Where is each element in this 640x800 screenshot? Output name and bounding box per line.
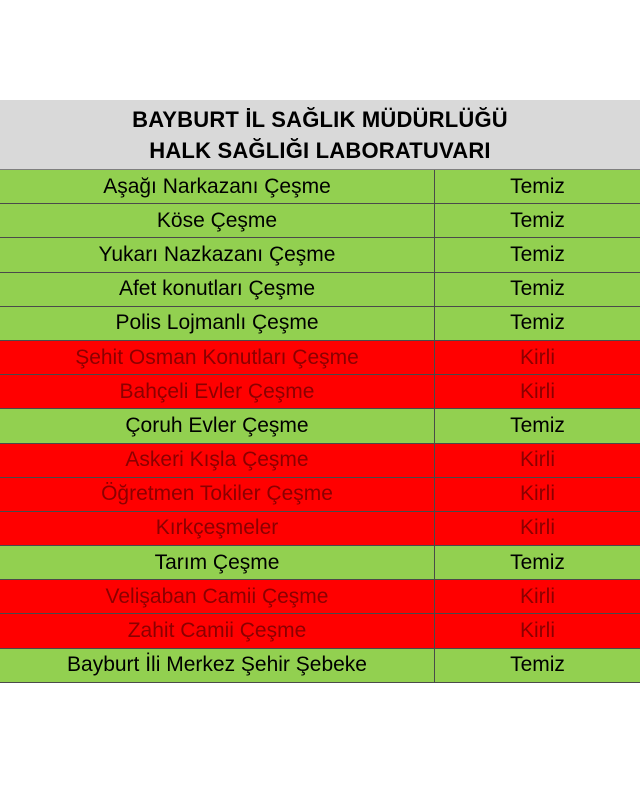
table-row [0, 375, 640, 409]
fountain-name: Aşağı Narkazanı Çeşme [0, 170, 435, 203]
table-row [0, 444, 640, 478]
table-row [0, 580, 640, 614]
water-status: Temiz [510, 174, 565, 198]
water-status: Kirli [520, 345, 555, 369]
header-title: BAYBURT İL SAĞLIK MÜDÜRLÜĞÜ [132, 106, 508, 132]
water-status: Temiz [510, 208, 565, 232]
water-status: Kirli [520, 379, 555, 403]
fountain-name: Tarım Çeşme [0, 546, 435, 579]
table-row [0, 614, 640, 648]
table-row [0, 546, 640, 580]
fountain-name: Köse Çeşme [0, 204, 435, 237]
water-status: Kirli [520, 448, 555, 472]
header-subtitle: HALK SAĞLIĞI LABORATUVARI [149, 137, 491, 163]
fountain-name: Yukarı Nazkazanı Çeşme [0, 238, 435, 271]
water-status: Temiz [510, 242, 565, 266]
water-status: Kirli [520, 516, 555, 540]
water-status: Temiz [510, 550, 565, 574]
water-status: Temiz [510, 277, 565, 301]
fountain-name: Velişaban Camii Çeşme [0, 580, 435, 613]
fountain-name: Afet konutları Çeşme [0, 273, 435, 306]
table-row [0, 512, 640, 546]
fountain-name: Öğretmen Tokiler Çeşme [0, 478, 435, 511]
table-body [0, 170, 640, 683]
table-row [0, 170, 640, 204]
fountain-name: Çoruh Evler Çeşme [0, 409, 435, 442]
fountain-name: Zahit Camii Çeşme [0, 614, 435, 647]
table-row [0, 204, 640, 238]
fountain-name: Kırkçeşmeler [0, 512, 435, 545]
table-row [0, 273, 640, 307]
water-status: Temiz [510, 653, 565, 677]
fountain-name: Bahçeli Evler Çeşme [0, 375, 435, 408]
water-status: Temiz [510, 413, 565, 437]
table-row [0, 478, 640, 512]
results-table [0, 100, 640, 683]
table-row [0, 341, 640, 375]
fountain-name: Şehit Osman Konutları Çeşme [0, 341, 435, 374]
fountain-name: Askeri Kışla Çeşme [0, 444, 435, 477]
table-row [0, 238, 640, 272]
table-row [0, 409, 640, 443]
water-status: Kirli [520, 584, 555, 608]
table-header [0, 100, 640, 170]
water-status: Temiz [510, 311, 565, 335]
fountain-name: Bayburt İli Merkez Şehir Şebeke [0, 649, 435, 682]
table-row [0, 649, 640, 683]
water-status: Kirli [520, 619, 555, 643]
fountain-name: Polis Lojmanlı Çeşme [0, 307, 435, 340]
table-row [0, 307, 640, 341]
water-status: Kirli [520, 482, 555, 506]
